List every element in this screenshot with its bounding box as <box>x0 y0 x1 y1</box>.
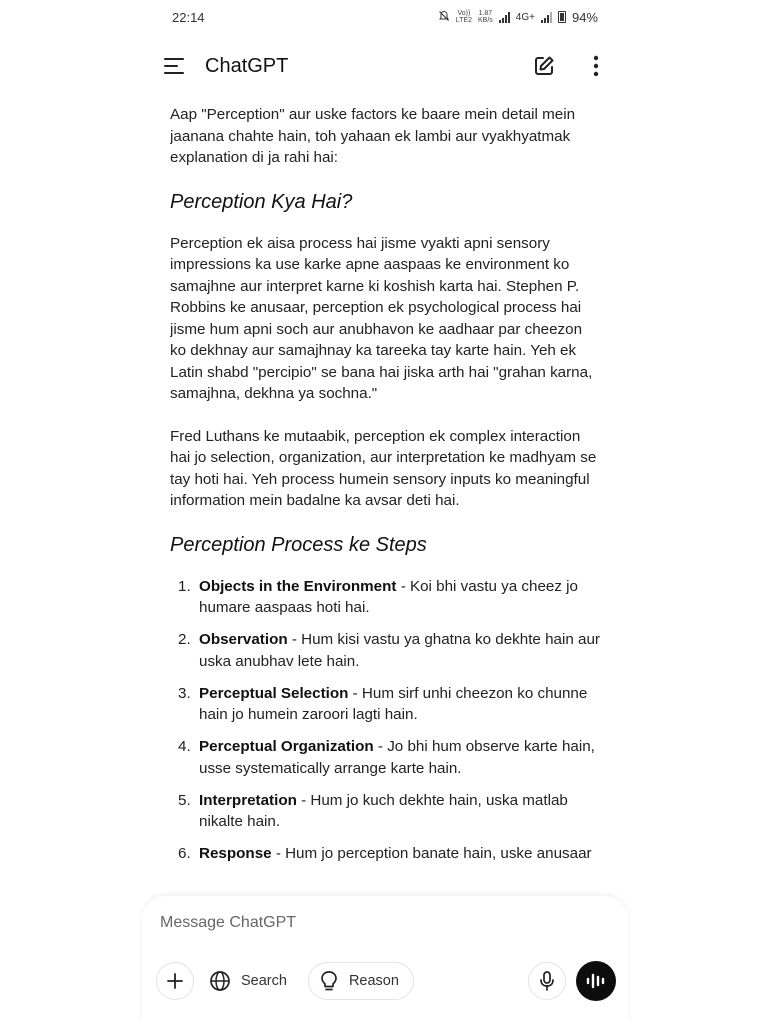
reason-label: Reason <box>348 973 399 989</box>
lightbulb-icon <box>319 970 339 992</box>
steps-list <box>170 576 600 865</box>
mute-icon <box>438 10 450 25</box>
status-time: 22:14 <box>172 9 205 25</box>
section-heading-steps: Perception Process ke Steps <box>170 533 427 556</box>
app-title: ChatGPT <box>205 54 289 77</box>
battery-level: 94% <box>571 9 598 25</box>
intro-paragraph: Aap "Perception" aur uske factors ke baare mein detail mein jaanana chahte hain, toh yahaan ek lambi aur vyakhyatmak explanation di ja rahi hai: <box>170 106 576 166</box>
assistant-message <box>170 104 600 902</box>
microphone-icon <box>539 970 555 992</box>
status-icons <box>438 10 598 25</box>
attach-button[interactable] <box>156 962 194 1000</box>
signal-icon-2 <box>541 12 552 23</box>
network-speed: 1.87 KB/s <box>477 10 493 24</box>
search-button[interactable] <box>198 962 302 1000</box>
reason-button[interactable] <box>308 962 414 1000</box>
list-item: 2. Observation - Hum kisi vastu ya ghatna ko dekhte hain aur uska anubhav lete hain. <box>178 631 600 670</box>
signal-icon <box>499 12 510 23</box>
network-type: 4G+ <box>515 11 535 23</box>
microphone-button[interactable] <box>528 962 566 1000</box>
list-item: 6. Response - Hum jo perception banate hain, uske anusaar <box>178 845 592 862</box>
app-header <box>160 44 610 88</box>
composer-toolbar <box>156 962 616 1000</box>
plus-icon <box>166 972 184 990</box>
search-label: Search <box>241 973 287 989</box>
waveform-icon <box>585 972 607 990</box>
list-item: 4. Perceptual Organization - Jo bhi hum observe karte hain, usse systematically arrange karte hain. <box>178 738 595 777</box>
list-item: 3. Perceptual Selection - Hum sirf unhi cheezon ko chunne hain jo humein zaroori lagti hain. <box>178 684 588 723</box>
section-heading-perception: Perception Kya Hai? <box>170 190 353 213</box>
status-bar <box>172 6 598 28</box>
volte-indicator: Vo)) LTE2 <box>455 10 472 24</box>
luthans-paragraph: Fred Luthans ke mutaabik, perception ek complex interaction hai jo selection, organization, aur interpretation ke madhyam se tay hoti hai. Yeh process humein sensory inputs ko meaningful information mein badalne ka avsar deti hai. <box>170 427 597 509</box>
globe-icon <box>209 970 231 992</box>
voice-mode-button[interactable] <box>576 961 616 1001</box>
list-item: 5. Interpretation - Hum jo kuch dekhte hain, uska matlab nikalte hain. <box>178 791 568 830</box>
battery-icon <box>558 11 566 23</box>
message-input[interactable] <box>160 914 600 932</box>
menu-icon[interactable] <box>164 58 186 74</box>
message-composer <box>142 896 628 1024</box>
list-item: 1. Objects in the Environment - Koi bhi vastu ya cheez jo humare aaspaas hoti hai. <box>178 577 578 616</box>
perception-definition-paragraph: Perception ek aisa process hai jisme vyakti apni sensory impressions ka use karke apne aaspaas ke environment ko samajhne aur interpret karne ki koshish karta hai. Stephen P. Robbins ke anusaar, perception ek psychological process hai jisme hum apni soch aur anubhavon ke aadhaar par cheezon ko dekhnay aur samajhnay ka tareeka tay karte hain. Yeh ek Latin shabd "percipio" se bana hai jiska arth hai "grahan karna, samajhna, dekhna ya sochna." <box>170 234 593 402</box>
more-options-icon[interactable] <box>582 52 610 80</box>
new-chat-icon[interactable] <box>530 52 558 80</box>
